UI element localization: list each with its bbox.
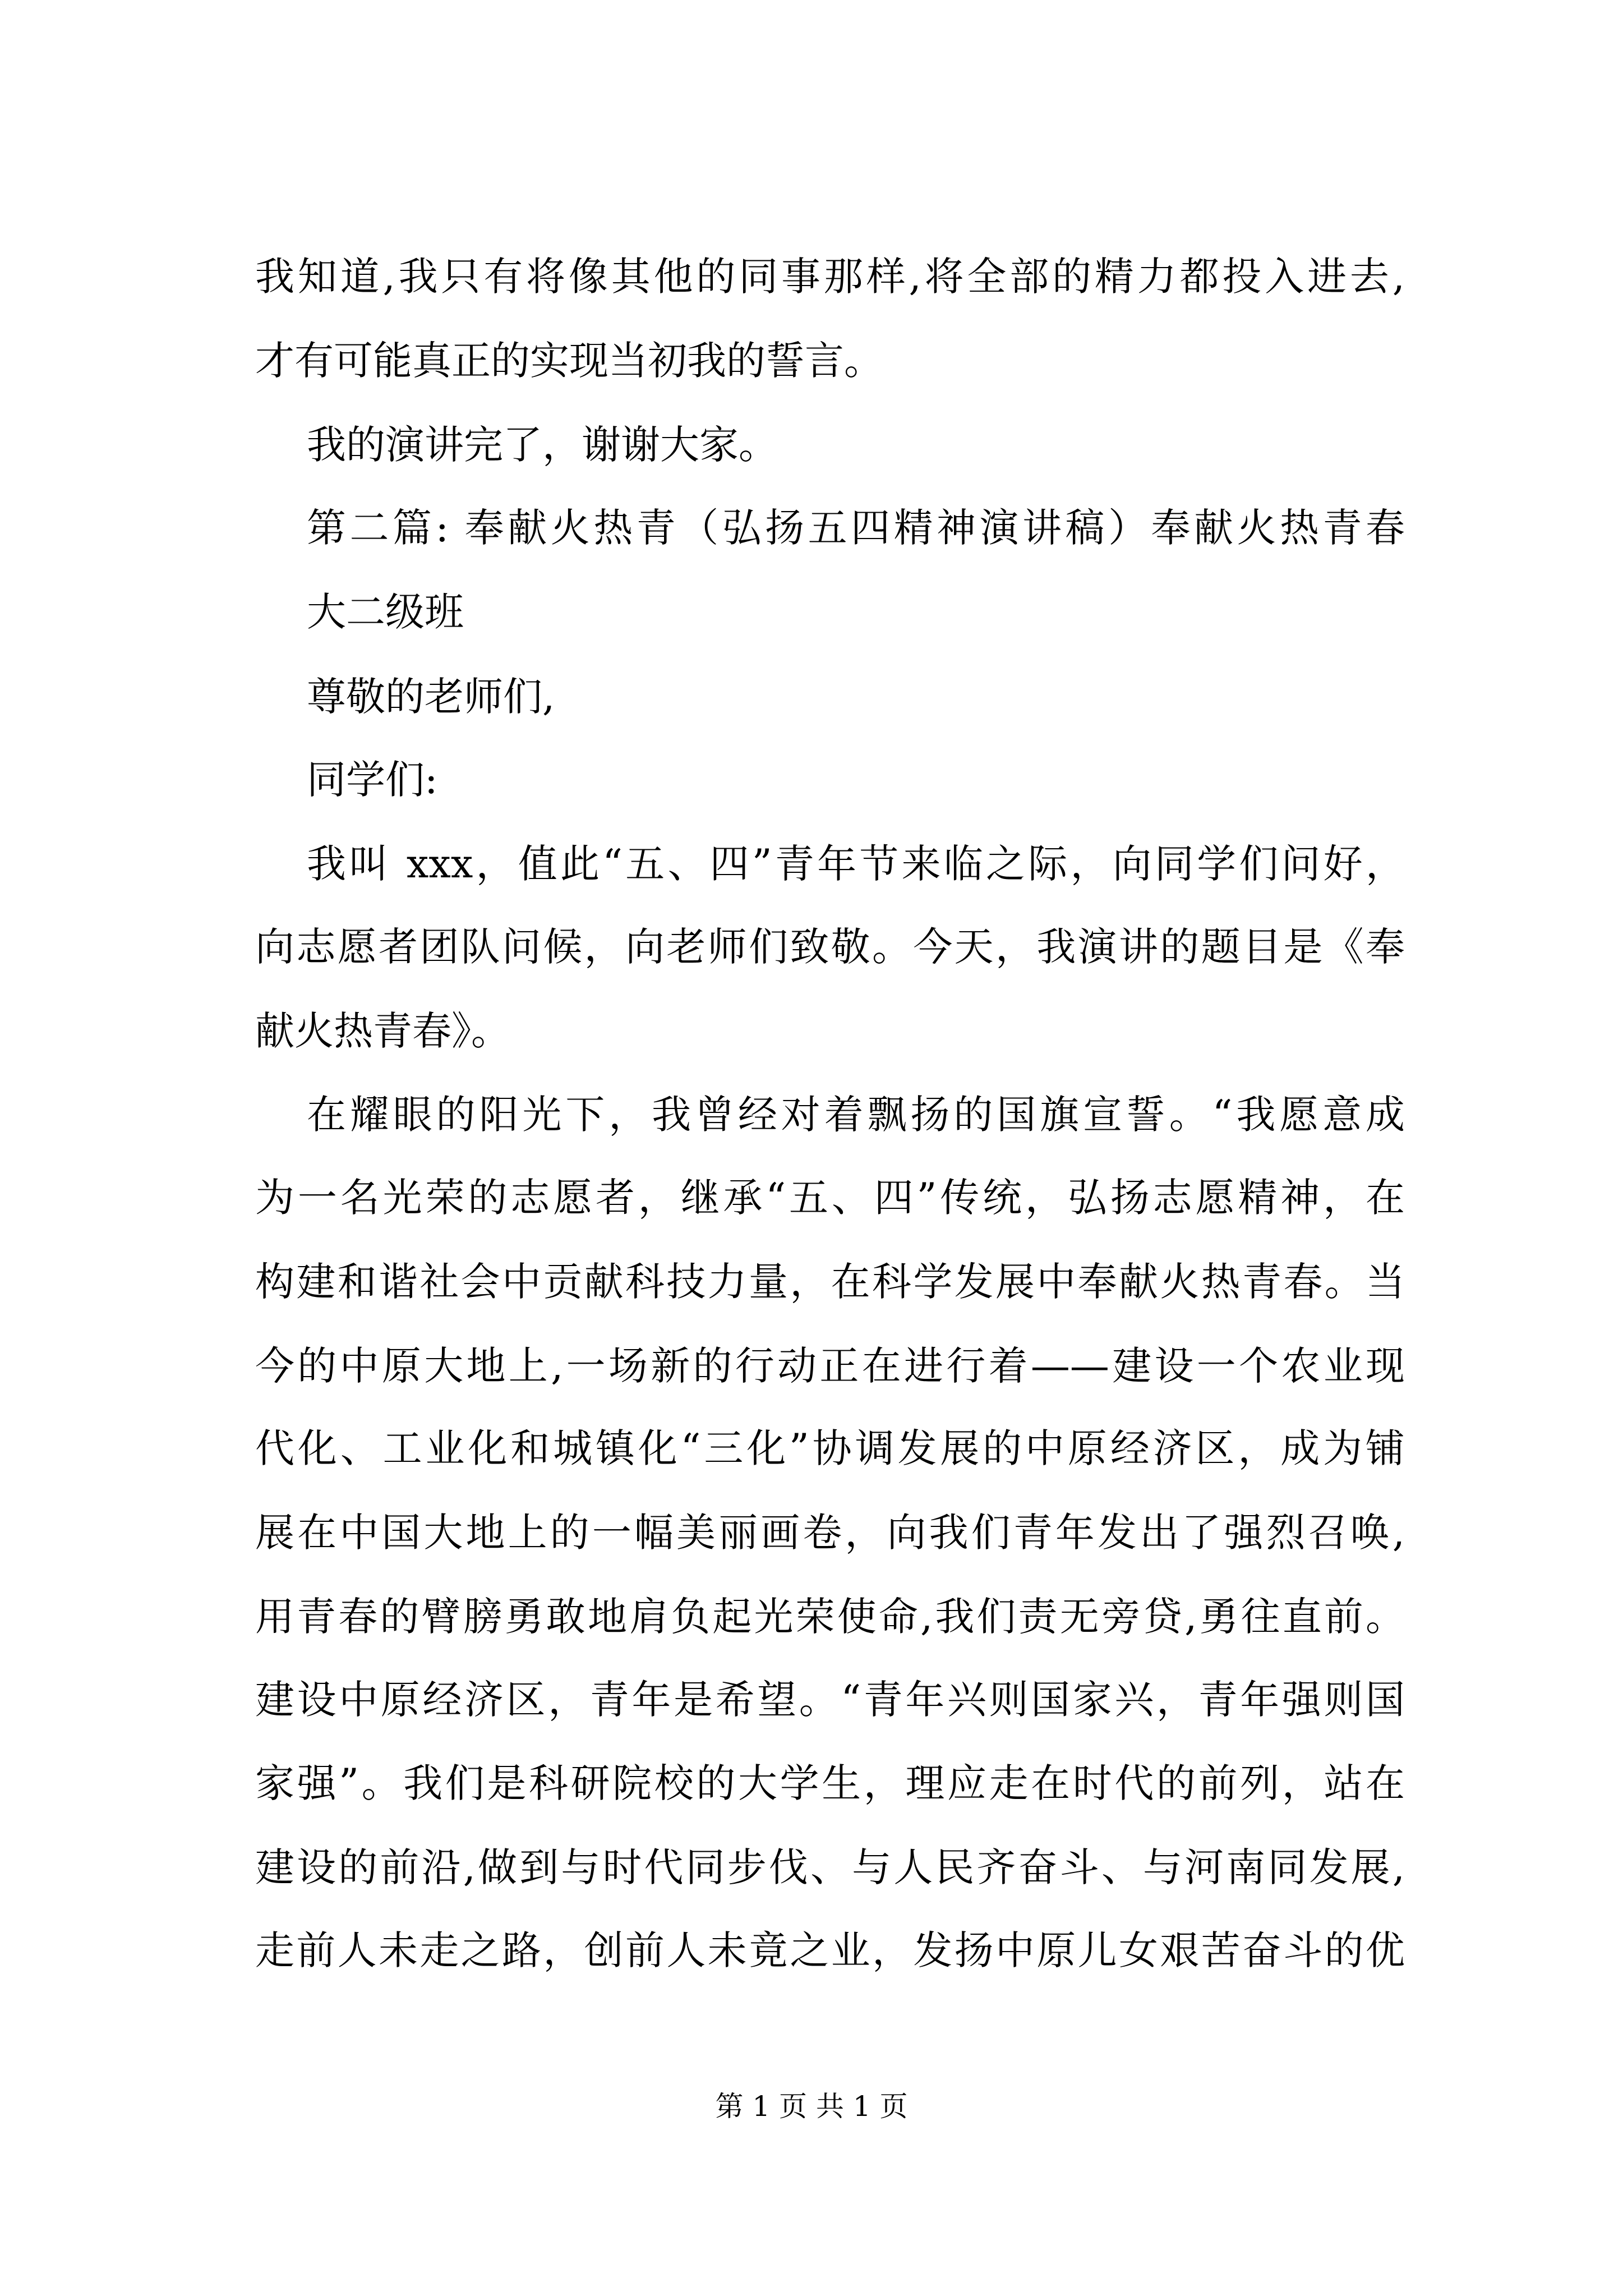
text-line: 建设的前沿,做到与时代同步伐、与人民齐奋斗、与河南同发展, (255, 1844, 1405, 1890)
text-line: 大二级班 (307, 589, 464, 635)
text-line: 我的演讲完了，谢谢大家。 (307, 422, 778, 468)
text-line: 建设中原经济区，青年是希望。“青年兴则国家兴，青年强则国 (255, 1677, 1405, 1723)
text-line: 向志愿者团队问候，向老师们致敬。今天，我演讲的题目是《奉 (255, 924, 1405, 970)
text-line: 代化、工业化和城镇化“三化”协调发展的中原经济区，成为铺 (255, 1425, 1405, 1471)
text-line: 展在中国大地上的一幅美丽画卷，向我们青年发出了强烈召唤, (255, 1510, 1405, 1556)
text-line: 走前人未走之路，创前人未竟之业，发扬中原儿女艰苦奋斗的优 (255, 1927, 1405, 1973)
text-line: 构建和谐社会中贡献科技力量，在科学发展中奉献火热青春。当 (255, 1259, 1405, 1305)
text-line: 献火热青春》。 (255, 1008, 510, 1054)
text-line: 用青春的臂膀勇敢地肩负起光荣使命,我们责无旁贷,勇往直前。 (255, 1594, 1405, 1640)
text-line: 我叫 xxx，值此“五、四”青年节来临之际，向同学们问好， (307, 841, 1405, 887)
text-line: 同学们: (307, 757, 438, 803)
section-heading: 第二篇: 奉献火热青（弘扬五四精神演讲稿）奉献火热青春 (307, 505, 1405, 551)
text-line: 为一名光荣的志愿者，继承“五、四”传统，弘扬志愿精神，在 (255, 1175, 1405, 1221)
text-line: 今的中原大地上,一场新的行动正在进行着——建设一个农业现 (255, 1343, 1405, 1389)
text-line: 在耀眼的阳光下，我曾经对着飘扬的国旗宣誓。“我愿意成 (307, 1092, 1405, 1138)
text-line: 尊敬的老师们, (307, 674, 555, 720)
text-line: 家强”。我们是科研院校的大学生，理应走在时代的前列，站在 (255, 1760, 1405, 1806)
text-line: 我知道,我只有将像其他的同事那样,将全部的精力都投入进去, (255, 254, 1405, 300)
page-number-footer: 第 1 页 共 1 页 (715, 2090, 908, 2123)
text-line: 才有可能真正的实现当初我的誓言。 (255, 338, 883, 384)
